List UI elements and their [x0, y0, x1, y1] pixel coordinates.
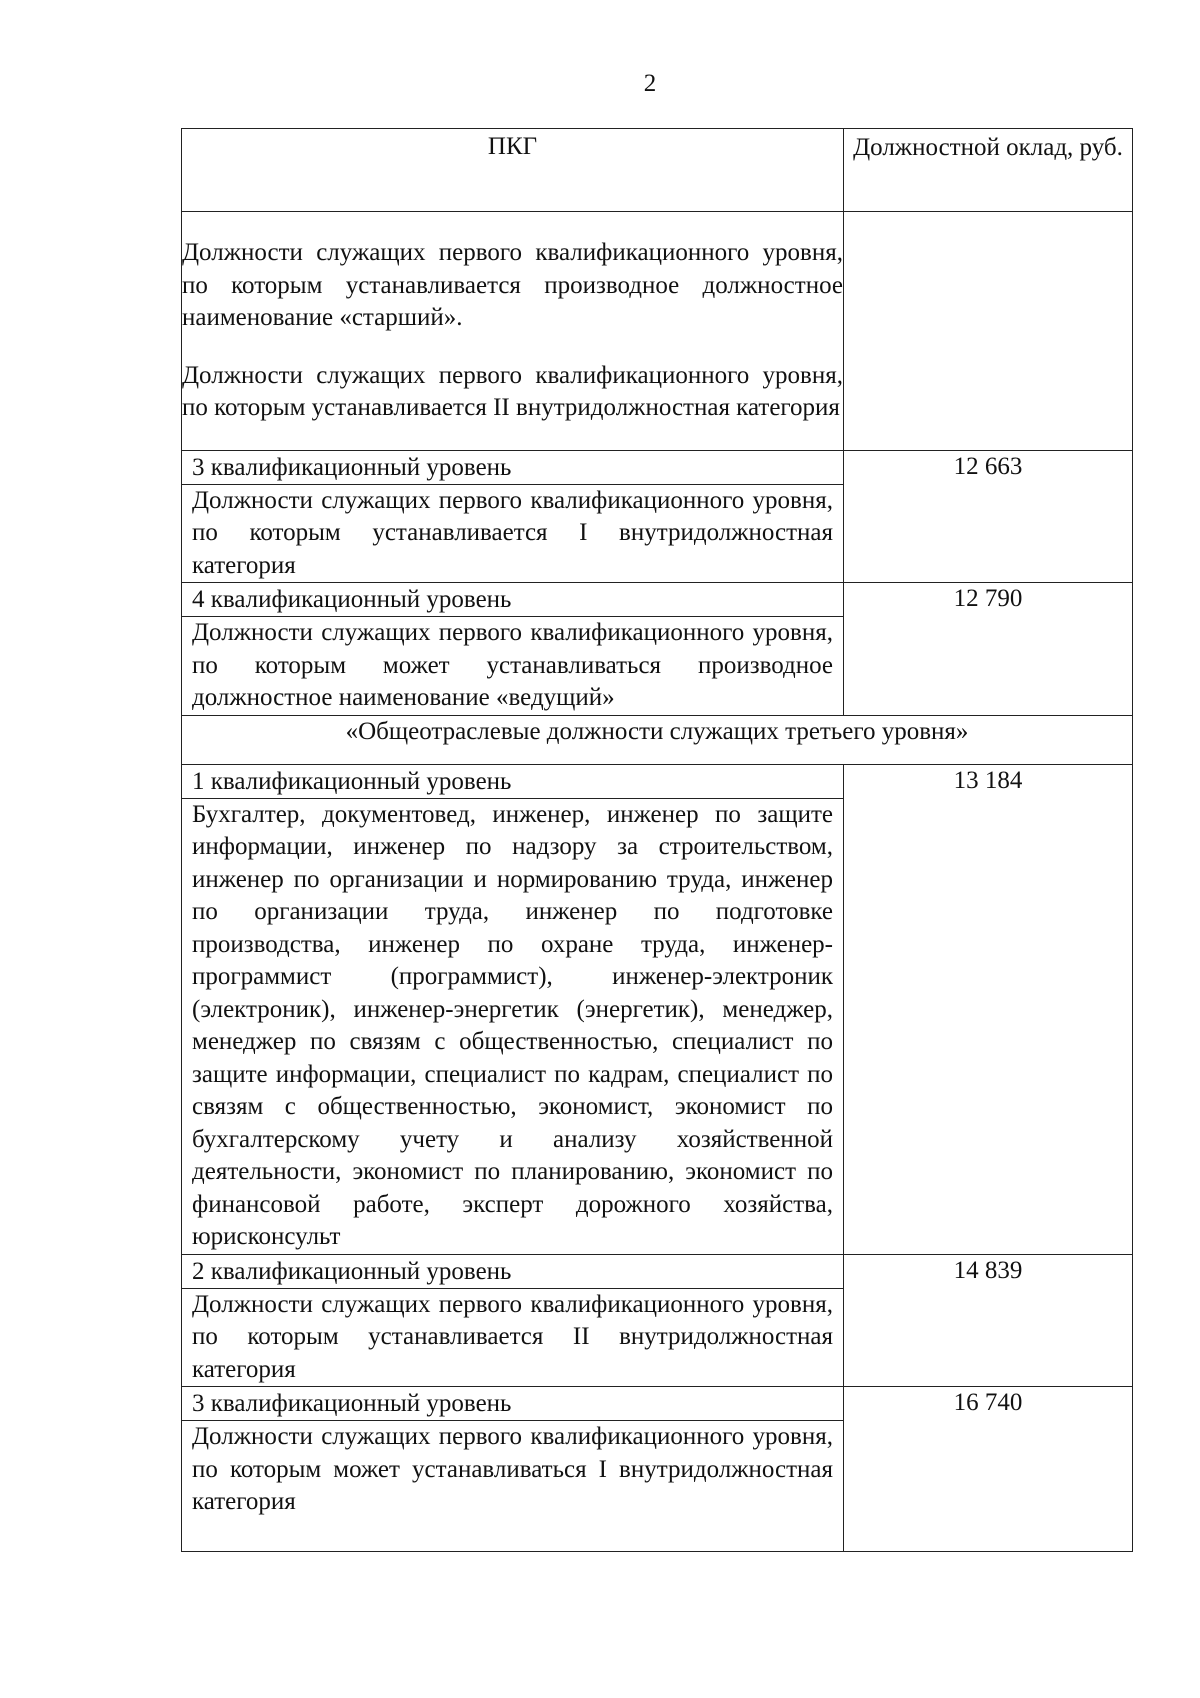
- continuation-paragraph: Должности служащих первого квалификационного уровня, по которым устанавливается производное должностное наименование «старший».: [182, 239, 843, 331]
- salary-value: 12 663: [844, 450, 1133, 583]
- salary-value: 12 790: [844, 583, 1133, 716]
- level-cell: [182, 764, 844, 1254]
- table-row: [182, 1387, 1133, 1552]
- level-description: Должности служащих первого квалификационного уровня, по которым может устанавливаться I внутридолжностная категория: [192, 1423, 833, 1515]
- salary-table: [181, 128, 1133, 1552]
- header-salary: Должностной оклад, руб.: [844, 129, 1133, 212]
- level-title: 3 квалификационный уровень: [182, 451, 843, 485]
- level-cell: [182, 1387, 844, 1552]
- table-row: [182, 212, 1133, 451]
- salary-cell-empty: [844, 212, 1133, 451]
- level-cell: [182, 1254, 844, 1387]
- level-description: Бухгалтер, документовед, инженер, инженер по защите информации, инженер по надзору за строительством, инженер по организации и нормированию труда, инженер по организации труда, инженер по подготовке производства, инженер по охране труда, инженер-программист (программист), инженер-электроник (электроник), инженер-энергетик (энергетик), менеджер, менеджер по связям с общественностью, специалист по защите информации, специалист по кадрам, специалист по связям с общественностью, экономист, экономист по бухгалтерскому учету и анализу хозяйственной деятельности, экономист по планированию, экономист по финансовой работе, эксперт дорожного хозяйства, юрисконсульт: [192, 800, 833, 1250]
- page-number: 2: [643, 70, 657, 97]
- level-description: Должности служащих первого квалификационного уровня, по которым устанавливается I внутридолжностная категория: [192, 486, 833, 579]
- continuation-cell: [182, 212, 844, 451]
- table-header-row: [182, 129, 1133, 212]
- level-title: 4 квалификационный уровень: [182, 583, 843, 617]
- group-heading: «Общеотраслевые должности служащих третьего уровня»: [182, 715, 1133, 764]
- header-pkg: ПКГ: [182, 129, 844, 212]
- salary-value: 14 839: [844, 1254, 1133, 1387]
- group-heading-row: [182, 715, 1133, 764]
- salary-value: 13 184: [844, 764, 1133, 1254]
- continuation-paragraph: Должности служащих первого квалификационного уровня, по которым устанавливается II внутридолжностная категория: [182, 361, 843, 421]
- level-title: 1 квалификационный уровень: [182, 765, 843, 799]
- level-description: Должности служащих первого квалификационного уровня, по которым может устанавливаться производное должностное наименование «ведущий»: [192, 619, 833, 711]
- level-title: 2 квалификационный уровень: [182, 1255, 843, 1289]
- table-row: [182, 450, 1133, 583]
- level-cell: [182, 450, 844, 583]
- table-row: [182, 1254, 1133, 1387]
- table-row: [182, 764, 1133, 1254]
- level-description: Должности служащих первого квалификационного уровня, по которым устанавливается II внутридолжностная категория: [192, 1290, 833, 1383]
- level-title: 3 квалификационный уровень: [182, 1387, 843, 1421]
- table-row: [182, 583, 1133, 716]
- salary-value: 16 740: [844, 1387, 1133, 1552]
- level-cell: [182, 583, 844, 716]
